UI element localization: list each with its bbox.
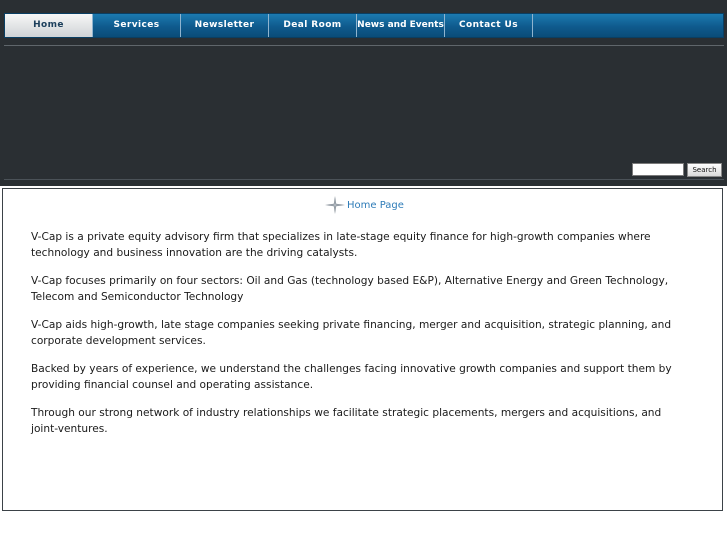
- paragraph-services: V-Cap aids high-growth, late stage companies seeking private financing, merger and acquisition, strategic planning, and corporate development services.: [31, 319, 672, 347]
- nav-news-and-events[interactable]: News and Events: [357, 14, 445, 37]
- nav-home[interactable]: Home: [5, 14, 93, 37]
- nav-services[interactable]: Services: [93, 14, 181, 37]
- site-header: [0, 0, 727, 186]
- search-input[interactable]: [632, 163, 684, 176]
- header-bottom-line: [4, 179, 724, 180]
- intro-text: [31, 229, 676, 449]
- page-heading: [325, 196, 404, 214]
- paragraph-network: Through our strong network of industry relationships we facilitate strategic placements, mergers and acquisitions, and joint-ventures.: [31, 407, 662, 435]
- content-panel: [2, 188, 723, 511]
- compass-star-icon: [325, 196, 345, 214]
- paragraph-sectors: V-Cap focuses primarily on four sectors: Oil and Gas (technology based E&P), Alternative Energy and Green Technology, Telecom and Semiconductor Technology: [31, 275, 669, 303]
- header-divider: [4, 45, 724, 46]
- search-button[interactable]: Search: [687, 163, 722, 177]
- nav-deal-room[interactable]: Deal Room: [269, 14, 357, 37]
- paragraph-experience: Backed by years of experience, we understand the challenges facing innovative growth companies and support them by providing financial counsel and operating assistance.: [31, 363, 672, 391]
- nav-contact-us[interactable]: Contact Us: [445, 14, 533, 37]
- nav-newsletter[interactable]: Newsletter: [181, 14, 269, 37]
- main-nav: [4, 13, 724, 38]
- page-title: Home Page: [347, 199, 404, 211]
- paragraph-about: V-Cap is a private equity advisory firm that specializes in late-stage equity finance for high-growth companies where technology and business innovation are the driving catalysts.: [31, 231, 651, 259]
